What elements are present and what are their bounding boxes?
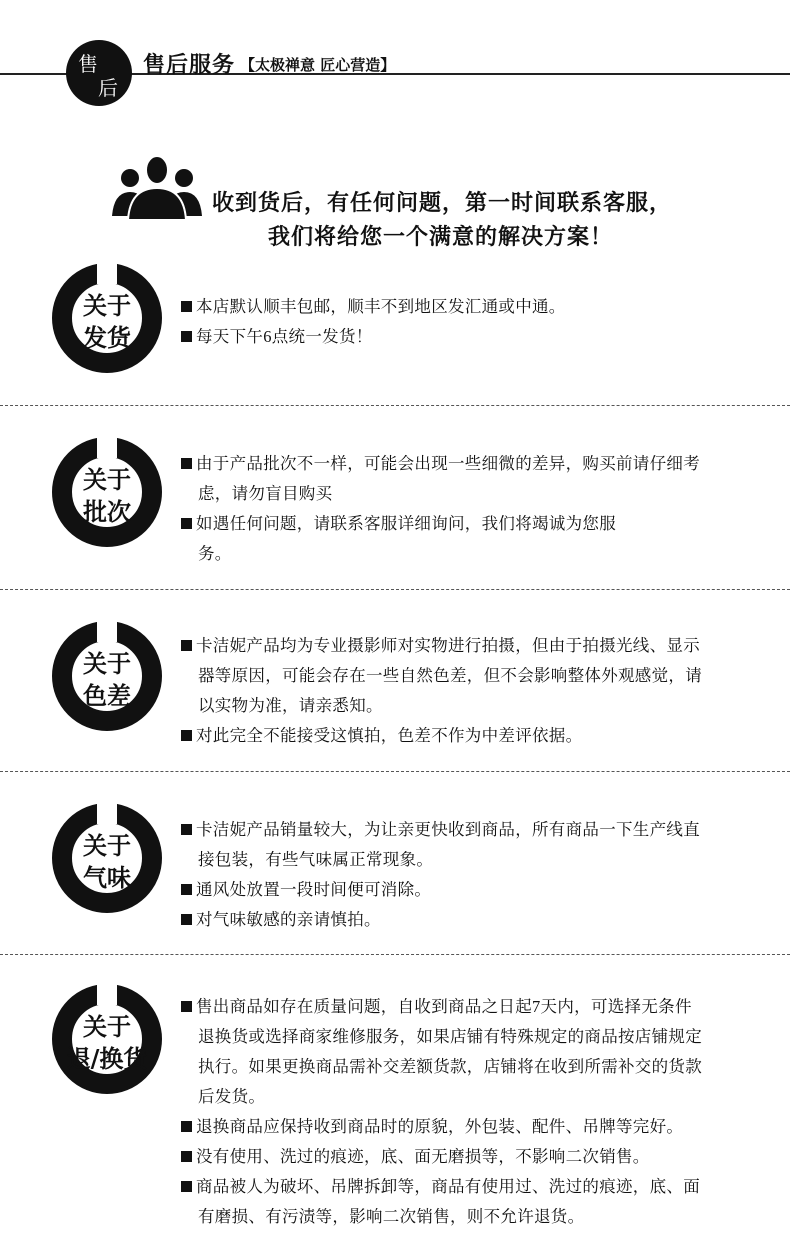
section-badge-color bbox=[51, 620, 163, 732]
intro-line-1: 收到货后，有任何问题，第一时间联系客服， bbox=[212, 190, 673, 216]
list-item: 卡洁妮产品均为专业摄影师对实物进行拍摄，但由于拍摄光线、显示 bbox=[181, 632, 700, 656]
bullet-square-icon bbox=[181, 301, 192, 312]
list-item: 售出商品如存在质量问题，自收到商品之日起7天内，可选择无条件 bbox=[181, 993, 692, 1017]
section-badge-label-1: 关于 bbox=[83, 1012, 131, 1041]
list-item: 接包装，有些气味属正常现象。 bbox=[198, 850, 434, 869]
page-subtitle: 【太极禅意 匠心营造】 bbox=[240, 56, 396, 74]
section-badge-label-1: 关于 bbox=[83, 465, 131, 494]
list-item: 退换货或选择商家维修服务，如果店铺有特殊规定的商品按店铺规定 bbox=[198, 1027, 702, 1046]
bullet-square-icon bbox=[181, 1181, 192, 1192]
list-item: 对气味敏感的亲请慎拍。 bbox=[181, 906, 381, 930]
section-divider bbox=[0, 589, 790, 590]
bullet-square-icon bbox=[181, 331, 192, 342]
bullet-square-icon bbox=[181, 518, 192, 529]
header-badge-char-2: 后 bbox=[98, 76, 118, 100]
page-title: 售后服务 bbox=[143, 52, 236, 78]
bullet-square-icon bbox=[181, 1151, 192, 1162]
list-item: 如遇任何问题，请联系客服详细询问，我们将竭诚为您服 bbox=[181, 510, 616, 534]
list-item: 以实物为准，请亲悉知。 bbox=[198, 696, 383, 715]
list-item: 没有使用、洗过的痕迹，底、面无磨损等，不影响二次销售。 bbox=[181, 1143, 650, 1167]
section-badge-label-1: 关于 bbox=[83, 291, 131, 320]
bullet-square-icon bbox=[181, 458, 192, 469]
section-badge-label-2: 发货 bbox=[83, 323, 131, 352]
bullet-square-icon bbox=[181, 640, 192, 651]
bullet-square-icon bbox=[181, 1121, 192, 1132]
people-icon bbox=[110, 152, 204, 220]
list-item: 有磨损、有污渍等，影响二次销售，则不允许退货。 bbox=[198, 1207, 585, 1226]
list-item: 本店默认顺丰包邮，顺丰不到地区发汇通或中通。 bbox=[181, 293, 566, 317]
header-badge-char-1: 售 bbox=[78, 52, 98, 76]
section-badge-shipping bbox=[51, 262, 163, 374]
list-item: 商品被人为破坏、吊牌拆卸等，商品有使用过、洗过的痕迹，底、面 bbox=[181, 1173, 700, 1197]
list-item: 退换商品应保持收到商品时的原貌，外包装、配件、吊牌等完好。 bbox=[181, 1113, 683, 1137]
section-badge-label-2: 退/换货 bbox=[66, 1044, 148, 1073]
section-badge-return bbox=[51, 983, 163, 1095]
list-item: 务。 bbox=[198, 544, 232, 563]
bullet-square-icon bbox=[181, 914, 192, 925]
list-item: 器等原因，可能会存在一些自然色差，但不会影响整体外观感觉，请 bbox=[198, 666, 702, 685]
list-item: 执行。如果更换商品需补交差额货款，店铺将在收到所需补交的货款 bbox=[198, 1057, 702, 1076]
section-badge-label-2: 色差 bbox=[83, 681, 131, 710]
section-divider bbox=[0, 405, 790, 406]
list-item: 后发货。 bbox=[198, 1087, 266, 1106]
bullet-square-icon bbox=[181, 884, 192, 895]
bullet-square-icon bbox=[181, 824, 192, 835]
header-badge bbox=[66, 40, 132, 106]
section-badge-label-2: 批次 bbox=[83, 497, 131, 526]
section-badge-batch bbox=[51, 436, 163, 548]
list-item: 每天下午6点统一发货！ bbox=[181, 323, 373, 347]
list-item: 由于产品批次不一样，可能会出现一些细微的差异，购买前请仔细考 bbox=[181, 450, 700, 474]
section-badge-smell bbox=[51, 802, 163, 914]
section-badge-label-2: 气味 bbox=[83, 863, 131, 892]
bullet-square-icon bbox=[181, 1001, 192, 1012]
section-badge-label-1: 关于 bbox=[83, 831, 131, 860]
section-badge-label-1: 关于 bbox=[83, 649, 131, 678]
list-item: 虑，请勿盲目购买 bbox=[198, 484, 333, 503]
section-divider bbox=[0, 954, 790, 955]
intro-line-2: 我们将给您一个满意的解决方案！ bbox=[268, 224, 614, 250]
list-item: 卡洁妮产品销量较大，为让亲更快收到商品，所有商品一下生产线直 bbox=[181, 816, 700, 840]
section-divider bbox=[0, 771, 790, 772]
bullet-square-icon bbox=[181, 730, 192, 741]
list-item: 对此完全不能接受这慎拍，色差不作为中差评依据。 bbox=[181, 722, 582, 746]
list-item: 通风处放置一段时间便可消除。 bbox=[181, 876, 431, 900]
